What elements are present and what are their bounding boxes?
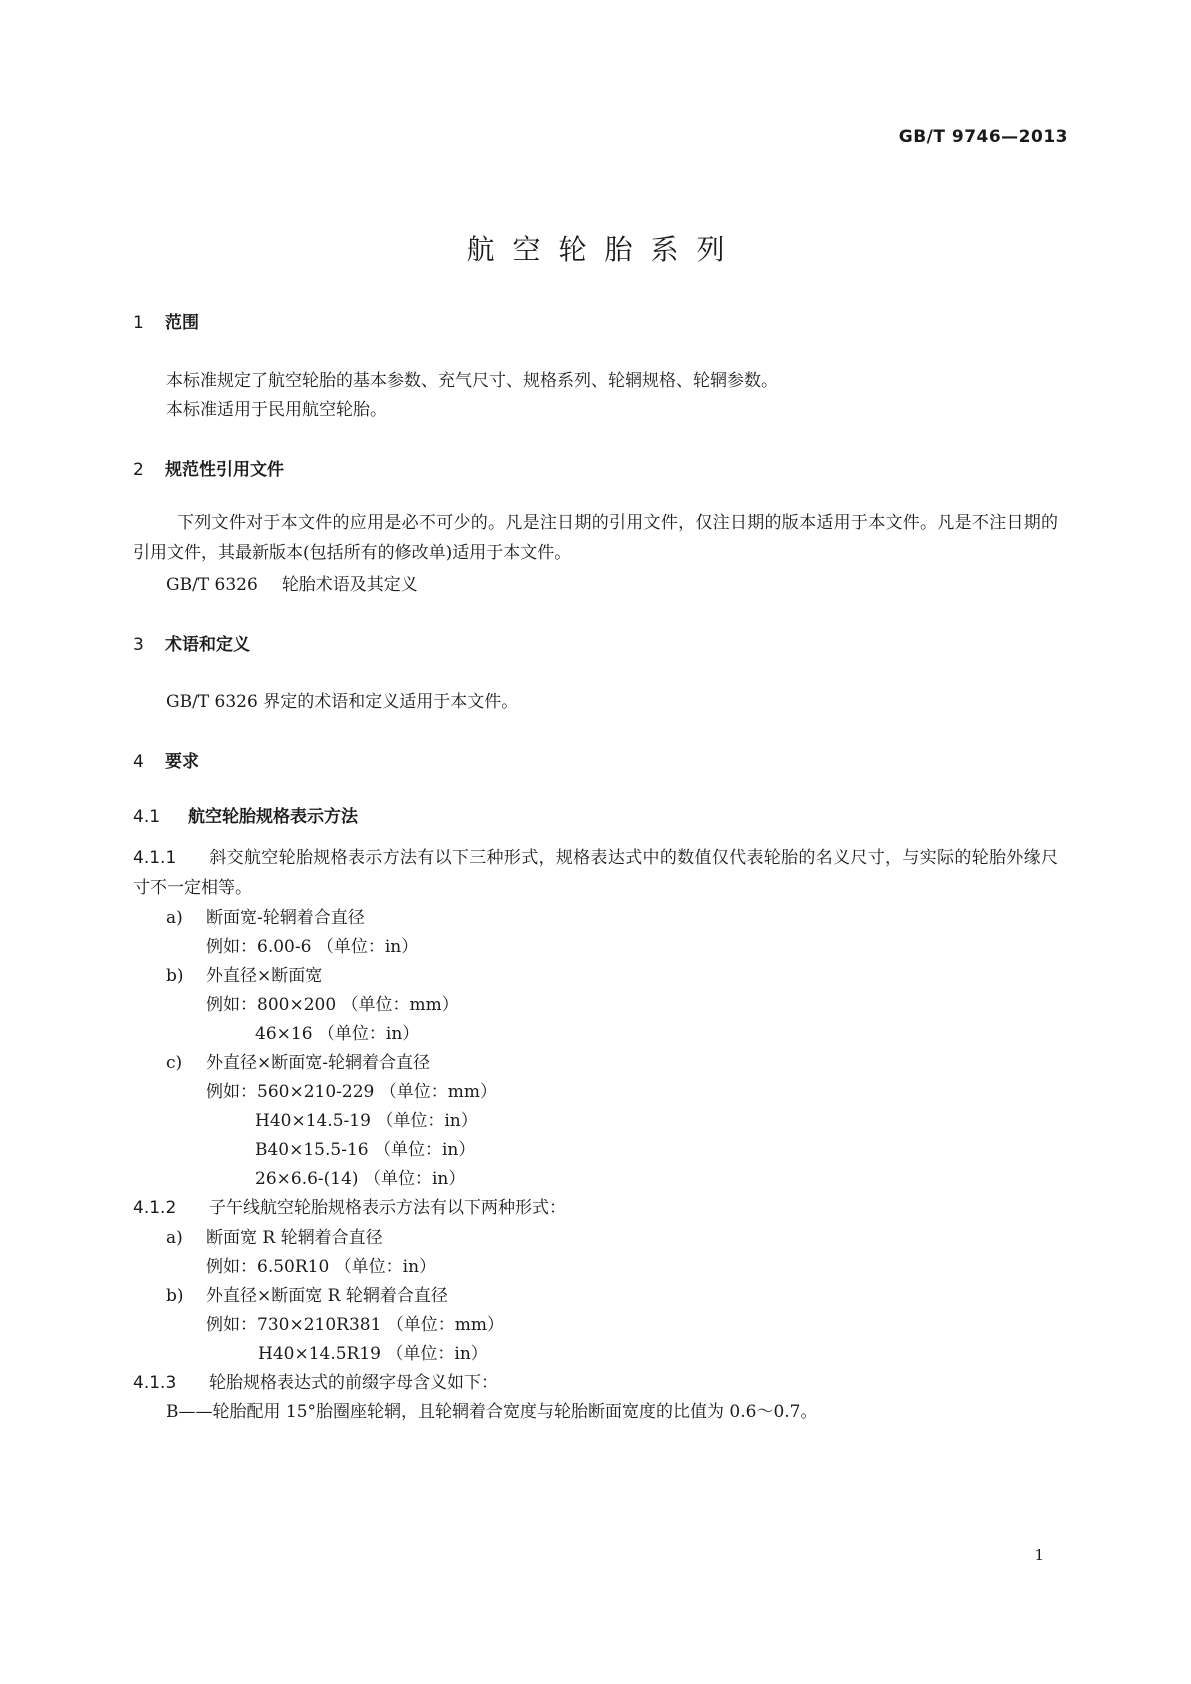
list-item-b: [166, 1281, 448, 1306]
list-text: 断面宽 R 轮辋着合直径: [206, 1228, 383, 1248]
clause-4-1-1: [133, 843, 1058, 903]
section-1-heading: [133, 308, 199, 333]
list-label: a): [166, 908, 183, 928]
references-paragraph: 下列文件对于本文件的应用是必不可少的。凡是注日期的引用文件，仅注日期的版本适用于本文件。凡是不注日期的引用文件，其最新版本(包括所有的修改单)适用于本文件。: [133, 513, 1058, 563]
document-title: 航空轮胎系列: [466, 233, 743, 266]
scope-paragraph-1: 本标准规定了航空轮胎的基本参数、充气尺寸、规格系列、轮辋规格、轮辋参数。: [166, 371, 778, 391]
section-title: 要求: [165, 752, 199, 772]
section-number: 4: [133, 752, 144, 772]
example-line: 例如：800×200 （单位：mm）: [206, 995, 459, 1015]
scope-paragraph-2: 本标准适用于民用航空轮胎。: [166, 400, 387, 420]
section-2-heading: [133, 455, 284, 480]
example-line: 例如：560×210-229 （单位：mm）: [206, 1082, 497, 1102]
clause-number: 4.1.2: [133, 1198, 177, 1218]
clause-number: 4.1.1: [133, 848, 177, 868]
example-line: 46×16 （单位：in）: [255, 1024, 420, 1044]
terms-paragraph: GB/T 6326 界定的术语和定义适用于本文件。: [166, 692, 519, 712]
list-item-a: [166, 903, 365, 928]
clause-number: 4.1.3: [133, 1373, 177, 1393]
reference-code: GB/T 6326: [166, 575, 258, 595]
clause-text: 斜交航空轮胎规格表示方法有以下三种形式，规格表达式中的数值仅代表轮胎的名义尺寸，与实际的轮胎外缘尺寸不一定相等。: [133, 848, 1058, 898]
section-number: 1: [133, 313, 144, 333]
reference-entry: [166, 570, 418, 595]
example-line: H40×14.5R19 （单位：in）: [258, 1344, 488, 1364]
clause-text: 子午线航空轮胎规格表示方法有以下两种形式：: [209, 1198, 566, 1218]
example-line: 例如：730×210R381 （单位：mm）: [206, 1315, 505, 1335]
example-line: 例如：6.50R10 （单位：in）: [206, 1257, 437, 1277]
section-title: 规范性引用文件: [165, 460, 284, 480]
list-text: 外直径×断面宽-轮辋着合直径: [206, 1053, 430, 1073]
section-number: 2: [133, 460, 144, 480]
example-line: H40×14.5-19 （单位：in）: [255, 1111, 478, 1131]
list-item-c: [166, 1048, 430, 1073]
clause-text: 轮胎规格表达式的前缀字母含义如下：: [209, 1373, 498, 1393]
section-number: 4.1: [133, 807, 161, 827]
section-title: 术语和定义: [165, 635, 250, 655]
section-title: 航空轮胎规格表示方法: [188, 807, 358, 827]
list-label: b): [166, 1286, 184, 1306]
example-line: 26×6.6-(14) （单位：in）: [255, 1169, 466, 1189]
page-number: 1: [1034, 1546, 1044, 1564]
list-label: a): [166, 1228, 183, 1248]
section-4-1-heading: [133, 802, 358, 827]
clause-4-1-2: [133, 1193, 566, 1218]
reference-title: 轮胎术语及其定义: [281, 575, 418, 595]
list-item-a: [166, 1223, 383, 1248]
section-title: 范围: [165, 313, 199, 333]
standard-number: GB/T 9746—2013: [898, 127, 1068, 147]
list-text: 外直径×断面宽: [206, 966, 323, 986]
list-label: c): [166, 1053, 183, 1073]
section-3-heading: [133, 630, 250, 655]
example-line: 例如：6.00-6 （单位：in）: [206, 937, 419, 957]
example-line: B40×15.5-16 （单位：in）: [255, 1140, 476, 1160]
section-4-heading: [133, 747, 199, 772]
prefix-definition-b: B——轮胎配用 15°胎圈座轮辋，且轮辋着合宽度与轮胎断面宽度的比值为 0.6～0.7。: [166, 1402, 818, 1422]
section-number: 3: [133, 635, 144, 655]
list-text: 外直径×断面宽 R 轮辋着合直径: [206, 1286, 448, 1306]
clause-4-1-3: [133, 1368, 498, 1393]
list-text: 断面宽-轮辋着合直径: [206, 908, 365, 928]
list-item-b: [166, 961, 322, 986]
list-label: b): [166, 966, 184, 986]
